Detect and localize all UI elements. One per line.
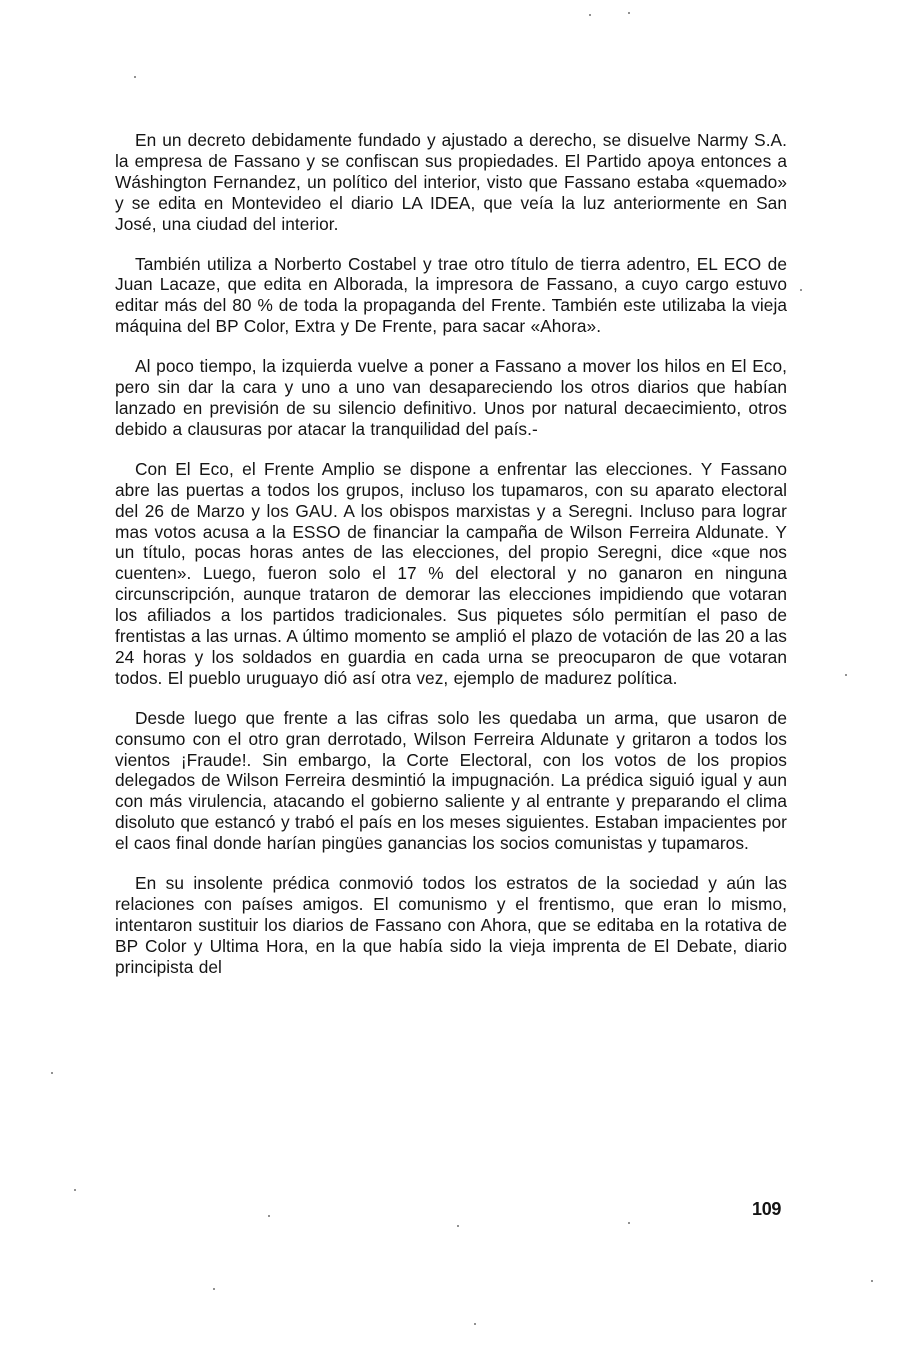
text-column (115, 130, 787, 997)
paragraph-4: Con El Eco, el Frente Amplio se dispone a enfrentar las elecciones. Y Fassano abre las puertas a todos los grupos, incluso los tupamaros, con su aparato electoral del 26 de Marzo y los GAU. A los obispos marxistas y a Seregni. Incluso para lograr mas votos acusa a la ESSO de financiar la campaña de Wilson Ferreira Aldunate. Y un título, pocas horas antes de las elecciones, del propio Seregni, dice «que nos cuenten». Luego, fueron solo el 17 % del electoral y no ganaron en ninguna circunscripción, aunque trataron de demorar las elecciones impidiendo que votaran los afiliados a los partidos tradicionales. Sus piquetes sólo permitían el paso de frentistas a las urnas. A último momento se amplió el plazo de votación de las 20 a las 24 horas y los soldados en guardia en cada urna se preocuparon de que votaran todos. El pueblo uruguayo dió así otra vez, ejemplo de madurez política. (115, 458, 787, 688)
paragraph-1: En un decreto debidamente fundado y ajustado a derecho, se disuelve Narmy S.A. la empresa de Fassano y se confiscan sus propiedades. El Partido apoya entonces a Wáshington Fernandez, un político del interior, visto que Fassano estaba «quemado» y se edita en Montevideo el diario LA IDEA, que veía la luz anteriormente en San José, una ciudad del interior. (115, 130, 787, 234)
scan-speck (628, 12, 630, 14)
scan-speck (74, 1189, 76, 1191)
scan-speck (51, 1072, 53, 1074)
scan-speck (474, 1323, 476, 1325)
scan-speck (628, 1222, 630, 1224)
scan-speck (589, 14, 591, 16)
page-number: 109 (752, 1199, 782, 1219)
scan-speck (268, 1215, 270, 1217)
scan-speck (213, 1288, 215, 1290)
scan-speck (800, 289, 802, 291)
paragraph-2: También utiliza a Norberto Costabel y trae otro título de tierra adentro, EL ECO de Juan Lacaze, que edita en Alborada, la impresora de Fassano, a cuyo cargo estuvo editar más del 80 % de toda la propaganda del Frente. También este utilizaba la vieja máquina del BP Color, Extra y De Frente, para sacar «Ahora». (115, 253, 787, 337)
paragraph-6: En su insolente prédica conmovió todos los estratos de la sociedad y aún las relaciones con países amigos. El comunismo y el frentismo, que eran lo mismo, intentaron sustituir los diarios de Fassano con Ahora, que se editaba en la rotativa de BP Color y Ultima Hora, en la que había sido la vieja imprenta de El Debate, diario principista del (115, 873, 787, 977)
scan-speck (134, 76, 136, 78)
scan-speck (871, 1280, 873, 1282)
paragraph-3: Al poco tiempo, la izquierda vuelve a poner a Fassano a mover los hilos en El Eco, pero sin dar la cara y uno a uno van desapareciendo los otros diarios que habían lanzado en previsión de su silencio definitivo. Unos por natural decaecimiento, otros debido a clausuras por atacar la tranquilidad del país.- (115, 356, 787, 439)
scan-speck (845, 674, 847, 676)
paragraph-5: Desde luego que frente a las cifras solo les quedaba un arma, que usaron de consumo con el otro gran derrotado, Wilson Ferreira Aldunate y gritaron a todos los vientos ¡Fraude!. Sin embargo, la Corte Electoral, con los votos de los propios delegados de Wilson Ferreira desmintió la impugnación. La prédica siguió igual y aun con más virulencia, atacando el gobierno saliente y al entrante y preparando el clima disoluto que estancó y trabó el país en los meses siguientes. Estaban impacientes por el caos final donde harían pingües ganancias los socios comunistas y tupamaros. (115, 707, 787, 854)
scan-speck (457, 1225, 459, 1227)
